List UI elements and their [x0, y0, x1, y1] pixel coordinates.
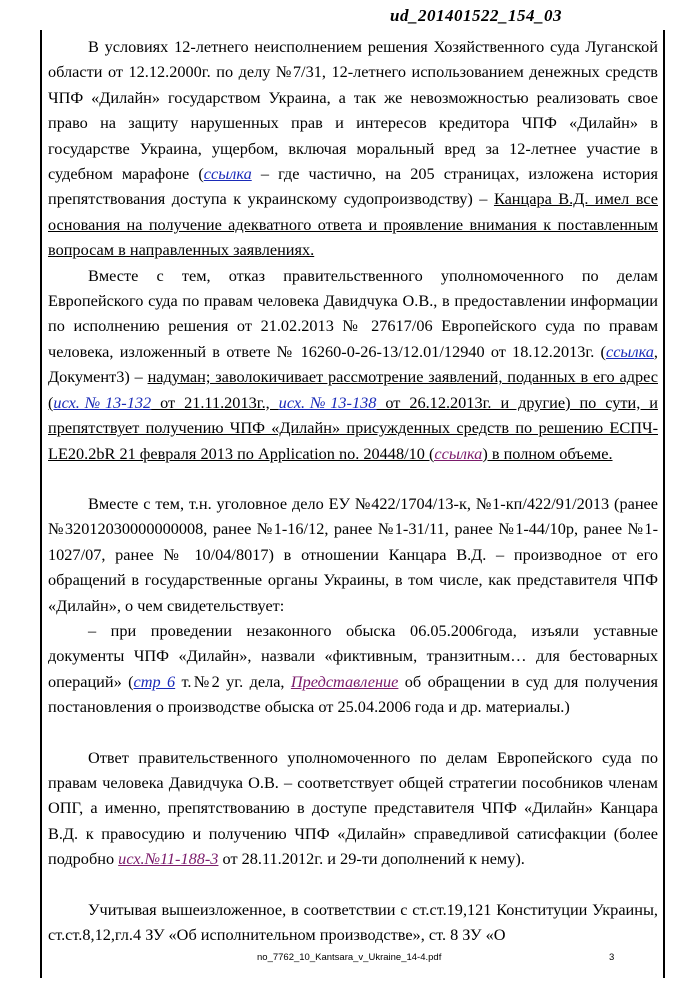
page-number: 3: [609, 952, 615, 963]
spacer: [48, 466, 658, 491]
footer-filename: no_7762_10_Kantsara_v_Ukraine_14-4.pdf: [257, 952, 442, 963]
link-ssylka[interactable]: ссылка: [605, 341, 654, 361]
paragraph: [48, 745, 658, 872]
spacer: [48, 872, 658, 897]
link-predstavlenie[interactable]: Представление: [290, 671, 399, 691]
link-page-6[interactable]: стр 6: [133, 671, 176, 691]
link-ssylka[interactable]: ссылка: [203, 164, 252, 184]
text: Вместе с тем, отказ правительственного уполномоченного по делам Европейского суда по правам человека Давидчука О.В., в предоставлении информации по исполнению решения от 21.02.2013 № 27617/06 Европейского суда по правам человека, изложенный в ответе № 16260-0-26-13/12.01/12940 от 18.12.2013г. (: [48, 265, 658, 361]
spacer: [48, 720, 658, 745]
underlined-text: ) в полном объеме.: [482, 443, 613, 463]
document-body: [48, 34, 658, 947]
text: от 28.11.2012г. и 29-ти дополнений к нему).: [218, 849, 525, 869]
underlined-text: от 26.12.2013г. и другие) по сути, и препятствует получению ЧПФ «Дилайн» присужденных средств по решению ЕСПЧ-LE20.2bR 21 февраля 2013 по Application no. 20448/10 (: [48, 392, 658, 463]
paragraph: [48, 897, 658, 948]
text: об обращении в суд для получения постановления о производстве обыска от 25.04.2006 года и др. материалы.): [48, 671, 658, 717]
document-id: ud_201401522_154_03: [390, 6, 562, 25]
paragraph: [48, 618, 658, 720]
paragraph: [48, 491, 658, 618]
text: – при проведении незаконного обыска 06.05.2006года, изъяли уставные документы ЧПФ «Дилайн», назвали «фиктивным, транзитным… для бестоварных операций» (: [48, 620, 658, 691]
link-ref-11-188-3[interactable]: исх.№11-188-3: [118, 849, 219, 869]
underlined-text: от 21.11.2013г.,: [151, 392, 279, 412]
text: Ответ правительственного уполномоченного по делам Европейского суда по правам человека Давидчука О.В. – соответствует общей стратегии пособников членам ОПГ, а именно, препятствованию в доступе представителя ЧПФ «Дилайн» Канцара В.Д. к правосудию и получению ЧПФ «Дилайн» справедливой сатисфакции (более подробно: [48, 747, 658, 869]
text: т.№2 уг. дела,: [175, 671, 291, 691]
text: – где частично, на 205 страницах, изложена история препятствования доступа к украинскому судопроизводству) –: [48, 164, 658, 209]
text: Учитывая вышеизложенное, в соответствии с ст.ст.19,121 Конституции Украины, ст.ст.8,12,гл.4 ЗУ «Об исполнительном производстве», ст. 8 ЗУ «О: [48, 899, 658, 944]
paragraph: [48, 263, 658, 466]
text: В условиях 12-летнего неисполнением решения Хозяйственного суда Луганской области от 12.12.2000г. по делу №7/31, 12-летнего использованием денежных средств ЧПФ «Дилайн» государством Украина, а так же невозможностью реализовать свое право на защиту нарушенных прав и интересов кредитора ЧПФ «Дилайн» в государстве Украина, ущербом, включая моральный вред за 12-летнее участие в судебном марафоне (: [48, 37, 658, 184]
link-ref-13-132[interactable]: исх.№13-132: [53, 392, 152, 412]
text: , Документ3) –: [48, 341, 658, 387]
paragraph: [48, 34, 658, 263]
text: Вместе с тем, т.н. уголовное дело ЕУ №422/1704/13-к, №1-кп/422/91/2013 (ранее №32012030000000008, ранее №1-16/12, ранее №1-31/11, ранее №1-44/10р, ранее №1-1027/07, ранее № 10/04/8017) в отношении Канцара В.Д. – производное от его обращений в государственные органы Украины, в том числе, как представителя ЧПФ «Дилайн», о чем свидетельствует:: [48, 493, 658, 615]
link-ref-13-138[interactable]: исх.№13-138: [278, 392, 377, 412]
underlined-text: Канцара В.Д. имел все основания на получение адекватного ответа и проявление внимания к поставленным вопросам в направленных заявлениях.: [48, 189, 658, 260]
link-ssylka[interactable]: ссылка: [434, 443, 483, 463]
underlined-text: надуман; заволокичивает рассмотрение заявлений, поданных в его адрес (: [48, 367, 658, 412]
